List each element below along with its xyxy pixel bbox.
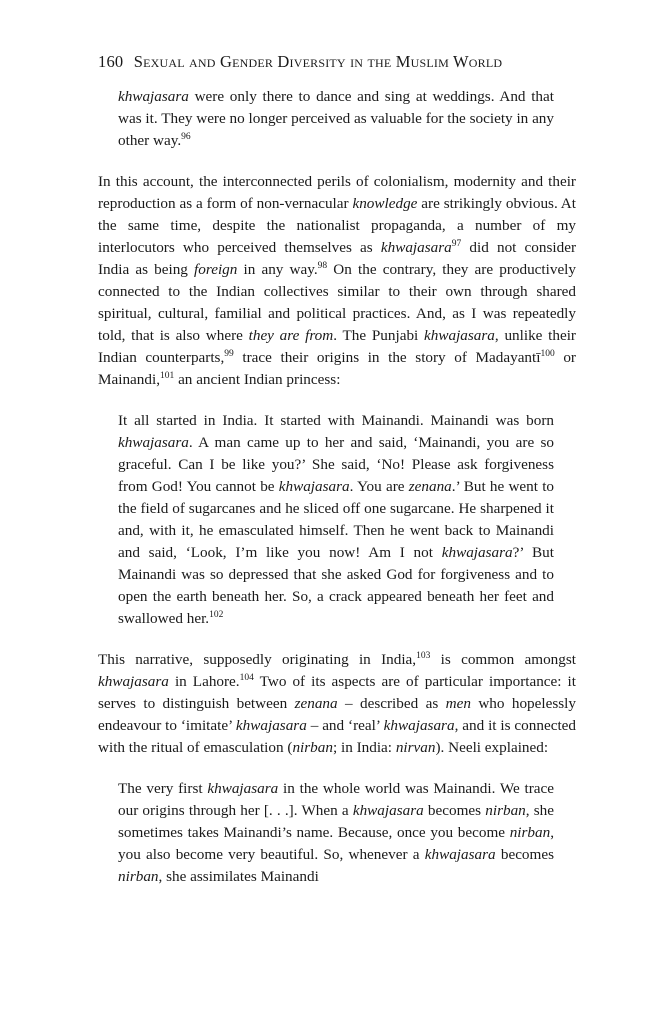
book-title: Sexual and Gender Diversity in the Muslim World bbox=[133, 52, 503, 71]
italic-term: they are from bbox=[248, 327, 334, 344]
footnote-ref: 98 bbox=[317, 261, 328, 271]
text-run: On the contrary, they are productively connected to the Indian collectives similar to their own through shared spiritual, cultural, familial and political practices. And, as I was repeatedly told, that is also where bbox=[98, 261, 576, 344]
body-paragraph bbox=[98, 171, 576, 391]
italic-term: khwajasara bbox=[118, 434, 189, 451]
text-run: or Mainandi, bbox=[98, 349, 576, 388]
italic-term: khwajasara bbox=[441, 544, 513, 561]
italic-term: khwajasara bbox=[278, 478, 350, 495]
italic-term: foreign bbox=[194, 261, 238, 278]
text-run: , you also become very beautiful. So, whenever a bbox=[118, 824, 554, 863]
italic-term: nirban bbox=[509, 824, 551, 841]
footnote-ref: 100 bbox=[540, 349, 555, 359]
italic-term: khwajasara bbox=[235, 717, 307, 734]
text-run: It all started in India. It started with Mainandi. Mainandi was born bbox=[118, 412, 554, 429]
text-run: becomes bbox=[423, 802, 486, 819]
running-head bbox=[98, 52, 576, 72]
text-run: – and ‘real’ bbox=[306, 717, 384, 734]
text-run: ?’ But Mainandi was so depressed that she asked God for forgiveness and to open the earth beneath her. So, a crack appeared beneath her feet and swallowed her. bbox=[118, 544, 554, 627]
text-run: an ancient Indian princess: bbox=[174, 371, 341, 388]
italic-term: khwajasara bbox=[424, 327, 495, 344]
page-number: 160 bbox=[98, 52, 124, 71]
footnote-ref: 104 bbox=[239, 673, 254, 683]
text-run: are strikingly obvious. At the same time, despite the nationalist propaganda, a number of my interlocutors who perceived themselves as bbox=[98, 195, 576, 256]
footnote-ref: 97 bbox=[451, 239, 462, 249]
text-run: , she sometimes takes Mainandi’s name. Because, once you become bbox=[118, 802, 554, 841]
text-run: , and it is connected with the ritual of emasculation ( bbox=[98, 717, 576, 756]
italic-term: knowledge bbox=[352, 195, 418, 212]
footnote-ref: 101 bbox=[160, 371, 175, 381]
text-run: were only there to dance and sing at weddings. And that was it. They were no longer perceived as valuable for the society in any other way. bbox=[118, 88, 554, 149]
text-run: is common amongst bbox=[430, 651, 576, 668]
italic-term: nirvan bbox=[395, 739, 436, 756]
italic-term: men bbox=[445, 695, 471, 712]
text-run: ). Neeli explained: bbox=[435, 739, 549, 756]
text-run: in Lahore. bbox=[168, 673, 240, 690]
block-quote bbox=[118, 410, 554, 630]
text-run: . You are bbox=[349, 478, 409, 495]
italic-term: zenana bbox=[294, 695, 338, 712]
text-run: did not consider India as being bbox=[98, 239, 577, 278]
book-page bbox=[98, 52, 576, 888]
text-run: The very first bbox=[118, 780, 208, 797]
block-quote bbox=[118, 778, 554, 888]
text-run: in the whole world was Mainandi. We trace our origins through her [. . .]. When a bbox=[118, 780, 554, 819]
italic-term: nirban bbox=[292, 739, 333, 756]
italic-term: khwajasara bbox=[118, 88, 189, 105]
block-quote bbox=[118, 86, 554, 152]
text-run: – described as bbox=[337, 695, 446, 712]
italic-term: khwajasara bbox=[352, 802, 424, 819]
italic-term: khwajasara bbox=[380, 239, 452, 256]
italic-term: zenana bbox=[408, 478, 452, 495]
text-run: Two of its aspects are of particular importance: it serves to distinguish between bbox=[98, 673, 576, 712]
text-run: trace their origins in the story of Madayantī bbox=[233, 349, 541, 366]
text-run: in any way. bbox=[237, 261, 318, 278]
text-run: .’ But he went to the field of sugarcanes and he sliced off one sugarcane. He sharpened it and, with it, he emasculated himself. Then he went back to Mainandi and said, ‘Look, I’m like you now! Am I not bbox=[118, 478, 555, 561]
footnote-ref: 96 bbox=[181, 132, 191, 142]
text-run: . A man came up to her and said, ‘Mainandi, you are so graceful. Can I be like you?’ She said, ‘No! Please ask forgiveness from God! You cannot be bbox=[118, 434, 554, 495]
text-run: becomes bbox=[495, 846, 554, 863]
italic-term: khwajasara bbox=[98, 673, 169, 690]
footnote-ref: 102 bbox=[209, 610, 224, 620]
text-run: . The Punjabi bbox=[333, 327, 425, 344]
footnote-ref: 103 bbox=[416, 651, 431, 661]
body-paragraph bbox=[98, 649, 576, 759]
footnote-ref: 99 bbox=[224, 349, 234, 359]
italic-term: khwajasara bbox=[424, 846, 496, 863]
text-run: ; in India: bbox=[332, 739, 396, 756]
text-run: In this account, the interconnected perils of colonialism, modernity and their reproduction as a form of non-vernacular bbox=[98, 173, 576, 212]
text-run: , unlike their Indian counterparts, bbox=[98, 327, 576, 366]
italic-term: nirban bbox=[485, 802, 526, 819]
text-run: who hopelessly endeavour to ‘imitate’ bbox=[98, 695, 576, 734]
italic-term: khwajasara bbox=[207, 780, 279, 797]
italic-term: khwajasara bbox=[383, 717, 455, 734]
text-run: , she assimilates Mainandi bbox=[158, 868, 319, 885]
text-run: This narrative, supposedly originating in India, bbox=[98, 651, 417, 668]
italic-term: nirban bbox=[118, 868, 159, 885]
